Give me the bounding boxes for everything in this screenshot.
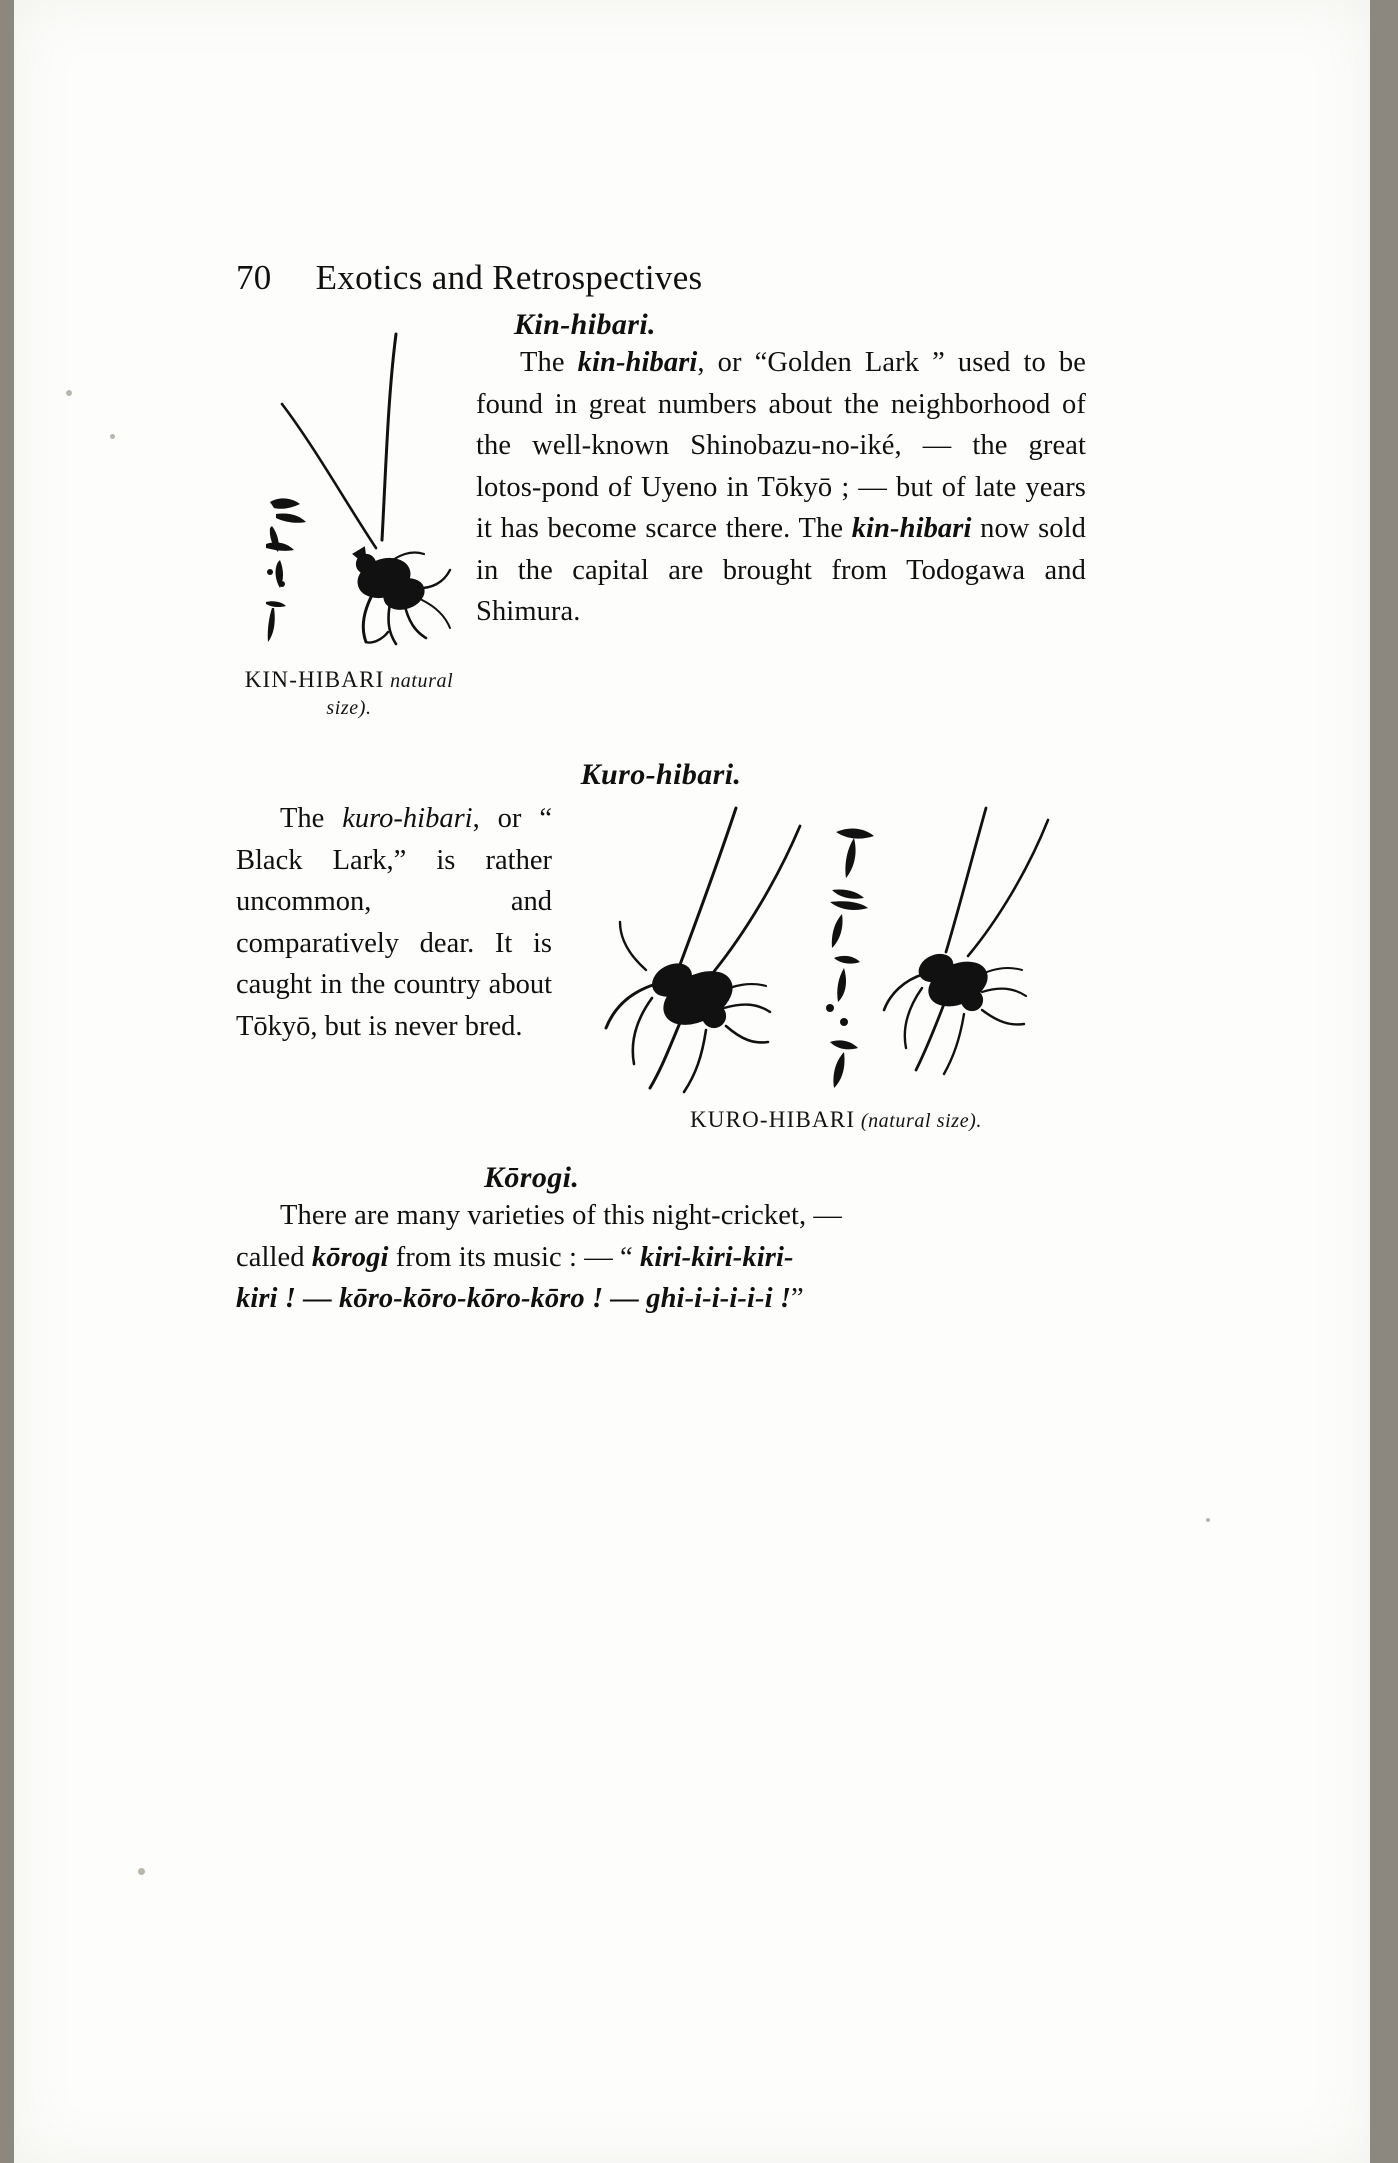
korogi-italic-2: kiri-kiri-kiri- [640,1241,794,1273]
scan-speck [1206,1518,1210,1522]
kin-text-1: The [520,347,578,378]
scan-speck [138,1868,145,1875]
paragraph-kin-hibari [476,342,1086,633]
scanned-page [14,0,1370,2163]
caption-name: KIN-HIBARI [244,667,385,692]
section-title-kin-hibari: Kin-hibari. [514,308,656,341]
korogi-italic-1: kōrogi [311,1241,389,1273]
scan-edge-right [1370,0,1398,2163]
korogi-italic-3: kiri ! — kōro-kōro-kōro-kōro ! — ghi-i-i-i-i-i ! [236,1283,792,1314]
caption-detail-2: size). [326,697,372,719]
book-title: Exotics and Retrospectives [315,258,703,297]
kuro-text-1: The [280,803,343,834]
korogi-line-2 [236,1237,1086,1279]
page-text-block [236,258,1086,1320]
korogi-line-1 [236,1195,1086,1237]
caption-detail: (natural size). [860,1110,983,1132]
kuro-hibari-artwork [586,802,1086,1102]
page-number: 70 [236,258,272,297]
figure-caption-kuro-hibari [586,1106,1086,1135]
korogi-text-1: There are many varieties of this night-cricket, — [280,1200,843,1231]
kin-italic-1: kin-hibari [577,347,698,378]
paragraph-korogi [236,1195,1086,1320]
section-title-kuro-hibari: Kuro-hibari. [580,758,742,791]
caption-detail: natural [390,670,454,692]
kuro-hibari-block [236,798,1086,1135]
kin-text-3: now sold in the capital are brought from Todogawa and Shimura. [476,513,1086,627]
kin-text-2: , or “Golden Lark ” used to be found in great numbers about the neighborhood of the well-known Shinobazu-no-iké, — the great lotos-pond of Uyeno in Tōkyō ; — but of late years it has become scarce there. The [476,347,1086,544]
kin-italic-2: kin-hibari [851,513,972,544]
korogi-line-3 [236,1278,1086,1320]
figure-kuro-hibari [586,802,1086,1135]
section-title-korogi: Kōrogi. [484,1161,580,1194]
korogi-text-4: ” [791,1283,804,1314]
kuro-italic-1: kuro-hibari [342,803,473,834]
kin-hibari-artwork [236,326,462,666]
korogi-text-2: called [236,1241,312,1273]
paragraph-kuro-hibari [236,798,552,1047]
figure-caption-kin-hibari [236,666,462,722]
scan-speck [110,434,115,439]
figure-kin-hibari [236,326,462,722]
korogi-text-3: from its music : — “ [388,1241,641,1273]
running-head [236,258,1086,298]
kuro-text-2: , or “ Black Lark,” is rather uncommon, and comparatively dear. It is caught in the country about Tōkyō, but is never bred. [236,803,552,1042]
scan-speck [66,390,72,396]
caption-name: KURO-HIBARI [689,1107,856,1132]
scan-edge-left [0,0,14,2163]
